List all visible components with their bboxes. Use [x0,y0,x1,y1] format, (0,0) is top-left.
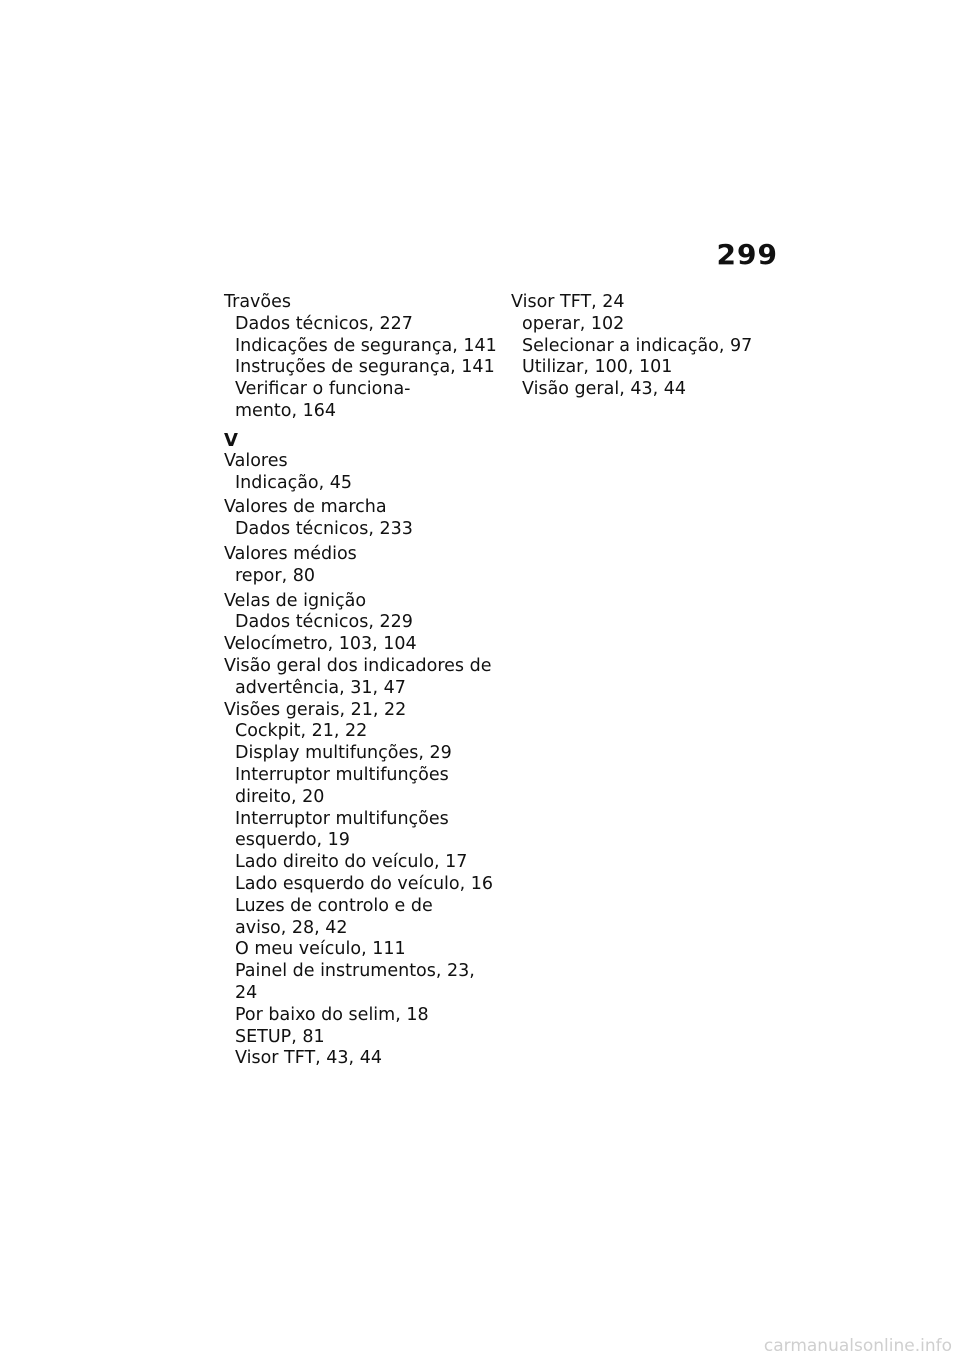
index-subentry: Por baixo do selim, 18 [235,1004,429,1025]
index-subentry: Verificar o funciona- [235,379,411,400]
index-subentry: mento, 164 [235,400,337,421]
index-subentry: Dados técnicos, 227 [235,313,413,334]
index-entry: Valores médios [224,543,357,564]
index-subentry: Visão geral, 43, 44 [522,379,687,400]
index-entry: Visor TFT, 24 [511,292,625,312]
index-entry: Visão geral dos indicadores de [224,655,492,676]
index-column-left [224,292,504,1070]
index-subentry: esquerdo, 19 [235,830,350,851]
index-subentry: Indicações de segurança, 141 [235,335,497,356]
index-subentry: direito, 20 [235,786,325,807]
index-subentry: Interruptor multifunções [235,808,449,829]
index-subentry: Utilizar, 100, 101 [522,357,673,378]
index-subentry: Lado direito do veículo, 17 [235,852,468,873]
index-subentry: aviso, 28, 42 [235,917,348,938]
index-letter-heading: V [224,429,238,451]
index-entry: Valores [224,450,288,471]
index-subentry: Instruções de segurança, 141 [235,357,495,378]
index-subentry: Cockpit, 21, 22 [235,721,368,742]
index-subentry: Indicação, 45 [235,472,353,493]
index-subentry: Interruptor multifunções [235,764,449,785]
index-entry: Velocímetro, 103, 104 [224,634,417,655]
index-subentry: O meu veículo, 111 [235,939,406,960]
index-entry: Valores de marcha [224,497,387,518]
index-entry: Velas de ignição [224,590,367,611]
index-subentry: 24 [235,982,258,1003]
index-column-right [511,292,791,401]
watermark: carmanualsonline.info [763,1336,952,1356]
index-subentry: SETUP, 81 [235,1026,325,1047]
index-subentry: Display multifunções, 29 [235,743,452,764]
index-entry: Visões gerais, 21, 22 [224,699,407,720]
index-subentry: Painel de instrumentos, 23, [235,961,475,982]
index-subentry: Selecionar a indicação, 97 [522,335,753,356]
index-subentry: Lado esquerdo do veículo, 16 [235,873,494,894]
index-entry: Travões [224,292,291,312]
page-number: 299 [716,238,778,271]
index-entry-continuation: advertência, 31, 47 [235,677,406,698]
index-subentry: repor, 80 [235,565,315,586]
index-subentry: Visor TFT, 43, 44 [235,1048,382,1069]
index-subentry: Dados técnicos, 233 [235,519,413,540]
index-subentry: Dados técnicos, 229 [235,612,413,633]
index-subentry: Luzes de controlo e de [235,895,433,916]
index-subentry: operar, 102 [522,313,625,334]
